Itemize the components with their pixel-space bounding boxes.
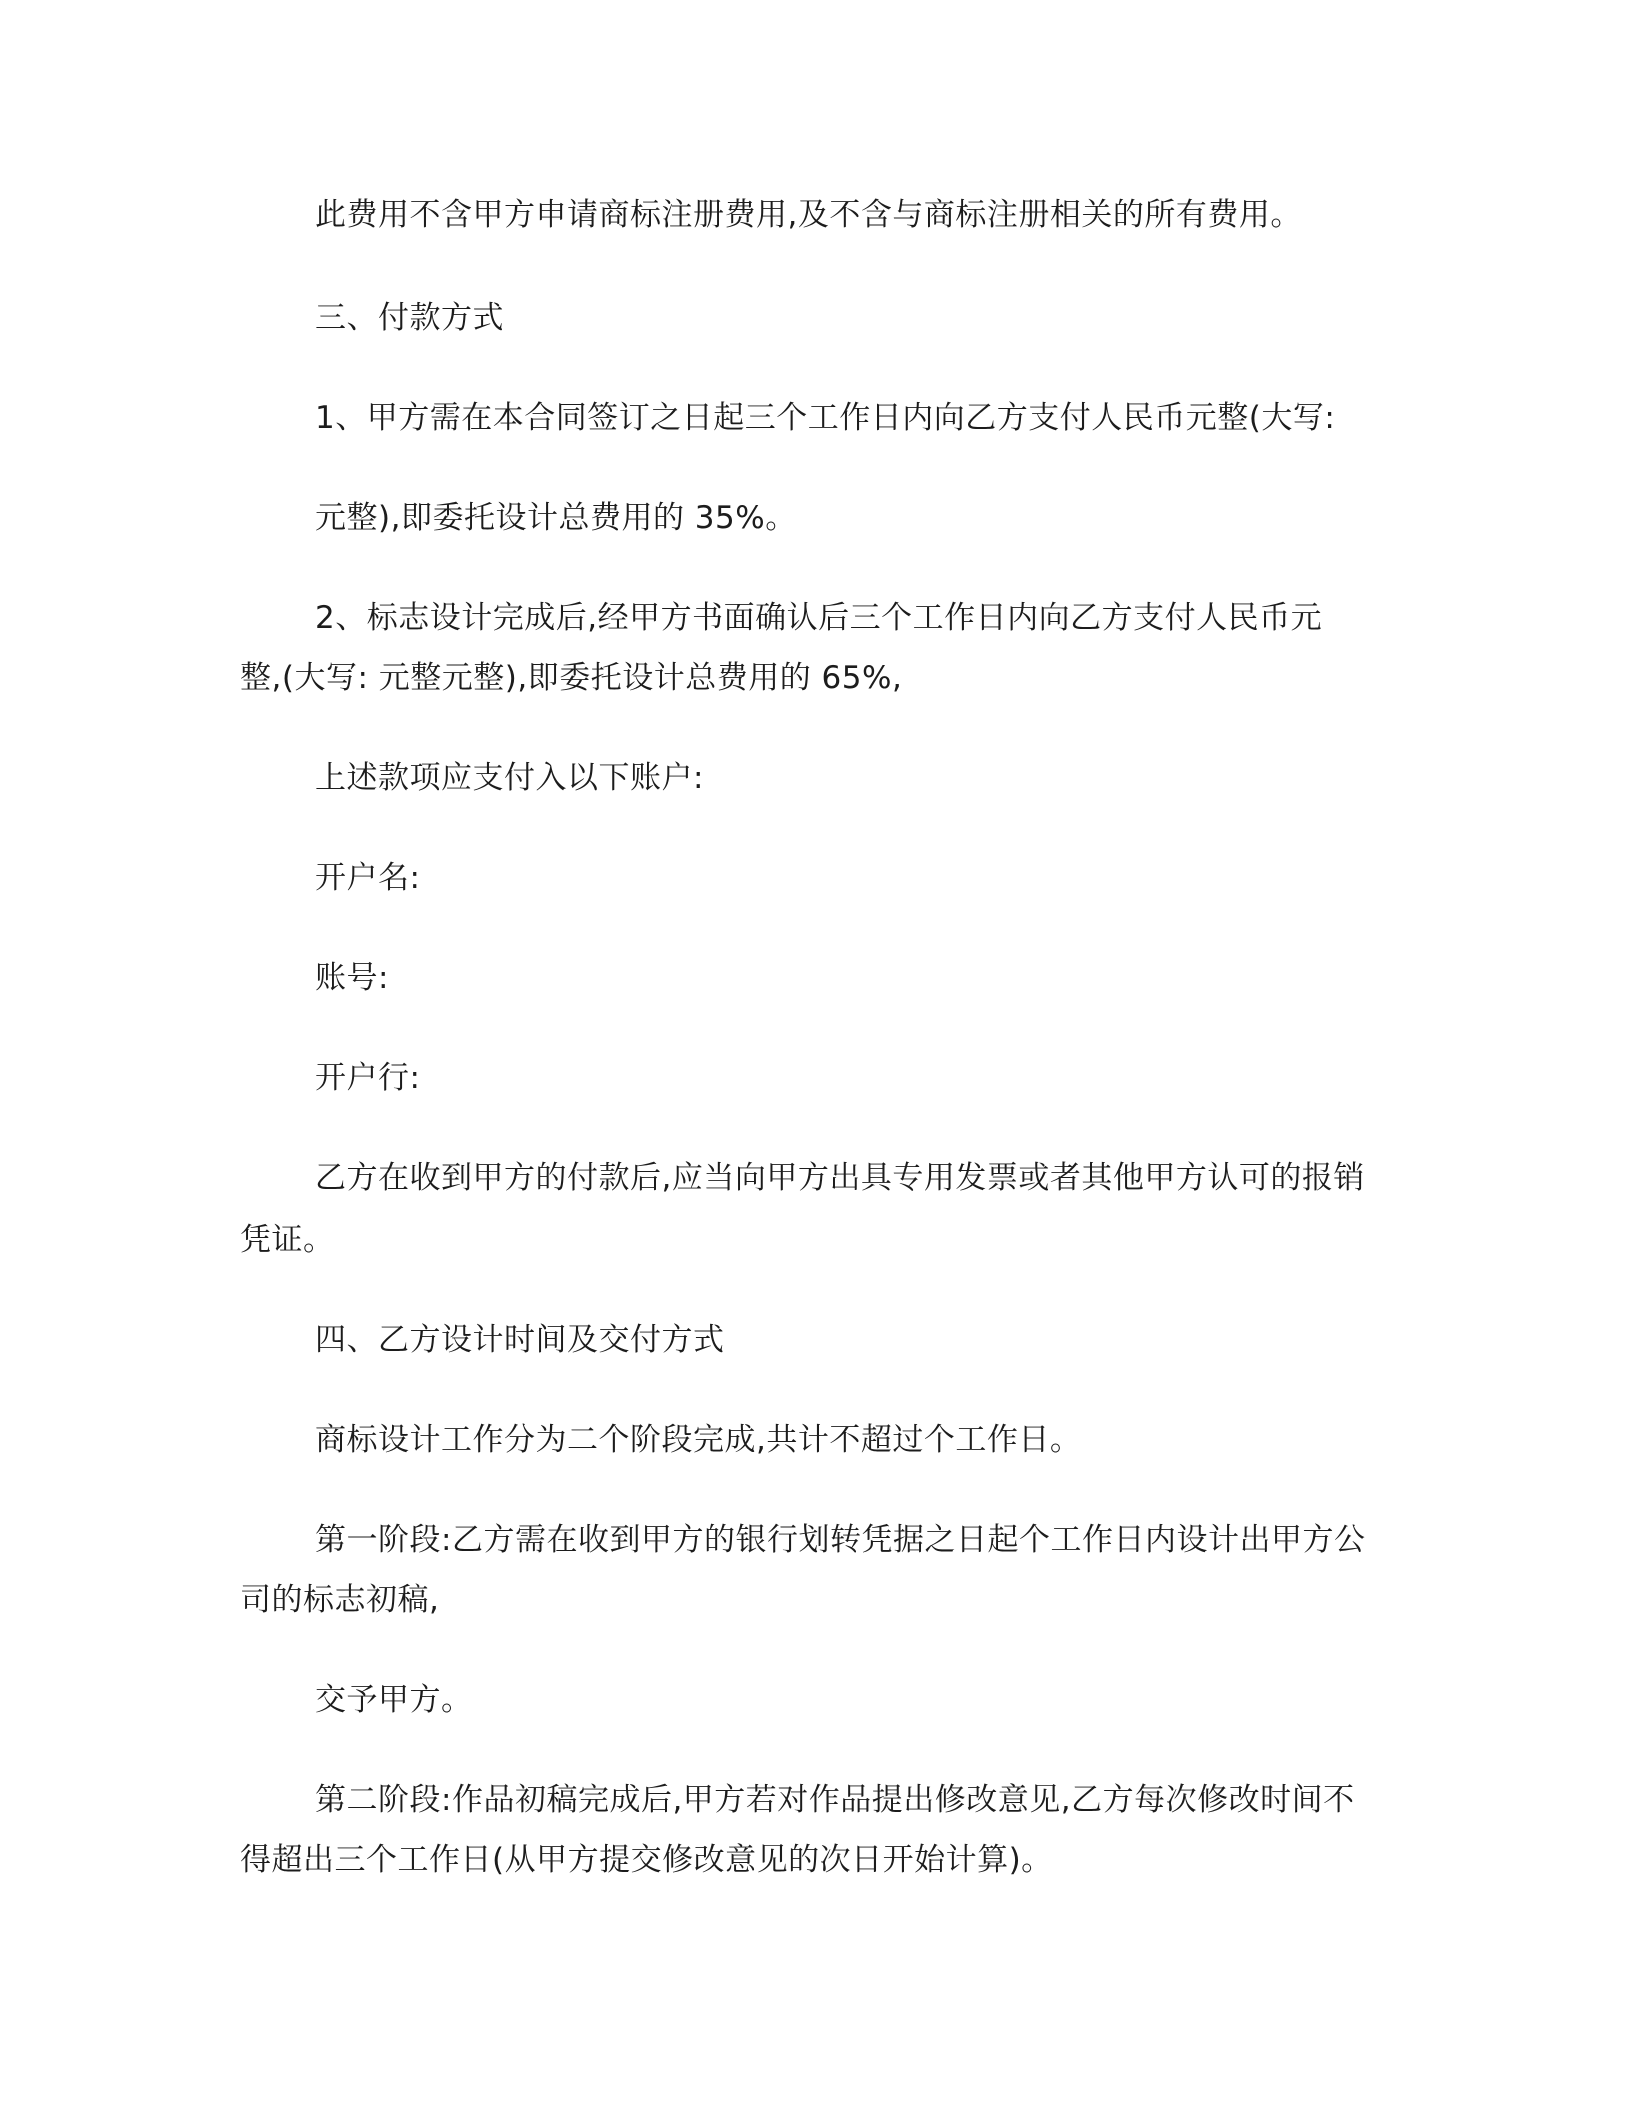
account-name-label: 开户名: (315, 860, 421, 896)
invoice-clause-line-1: 乙方在收到甲方的付款后,应当向甲方出具专用发票或者其他甲方认可的报销 (315, 1160, 1365, 1196)
section-heading-payment: 三、付款方式 (315, 300, 504, 336)
account-intro-text: 上述款项应支付入以下账户: (315, 760, 704, 796)
invoice-clause-line-2: 凭证。 (240, 1222, 335, 1258)
payment-clause-2-line-2: 整,(大写: 元整元整),即委托设计总费用的 65%, (240, 660, 903, 696)
section-heading-delivery: 四、乙方设计时间及交付方式 (315, 1322, 725, 1358)
payment-clause-1-line-2: 元整),即委托设计总费用的 35%。 (315, 500, 797, 536)
payment-clause-1-line-1: 1、甲方需在本合同签订之日起三个工作日内向乙方支付人民币元整(大写: (315, 400, 1336, 436)
design-stages-text: 商标设计工作分为二个阶段完成,共计不超过个工作日。 (315, 1422, 1082, 1458)
payment-clause-2-line-1: 2、标志设计完成后,经甲方书面确认后三个工作日内向乙方支付人民币元 (315, 600, 1323, 636)
fee-exclusion-text: 此费用不含甲方申请商标注册费用,及不含与商标注册相关的所有费用。 (315, 197, 1302, 233)
stage-two-line-1: 第二阶段:作品初稿完成后,甲方若对作品提出修改意见,乙方每次修改时间不 (315, 1782, 1355, 1818)
stage-one-line-2: 司的标志初稿, (240, 1582, 440, 1618)
stage-two-line-2: 得超出三个工作日(从甲方提交修改意见的次日开始计算)。 (240, 1842, 1053, 1878)
stage-one-line-1: 第一阶段:乙方需在收到甲方的银行划转凭据之日起个工作日内设计出甲方公 (315, 1522, 1366, 1558)
account-number-label: 账号: (315, 960, 389, 996)
bank-name-label: 开户行: (315, 1060, 421, 1096)
stage-one-line-3: 交予甲方。 (315, 1682, 473, 1718)
